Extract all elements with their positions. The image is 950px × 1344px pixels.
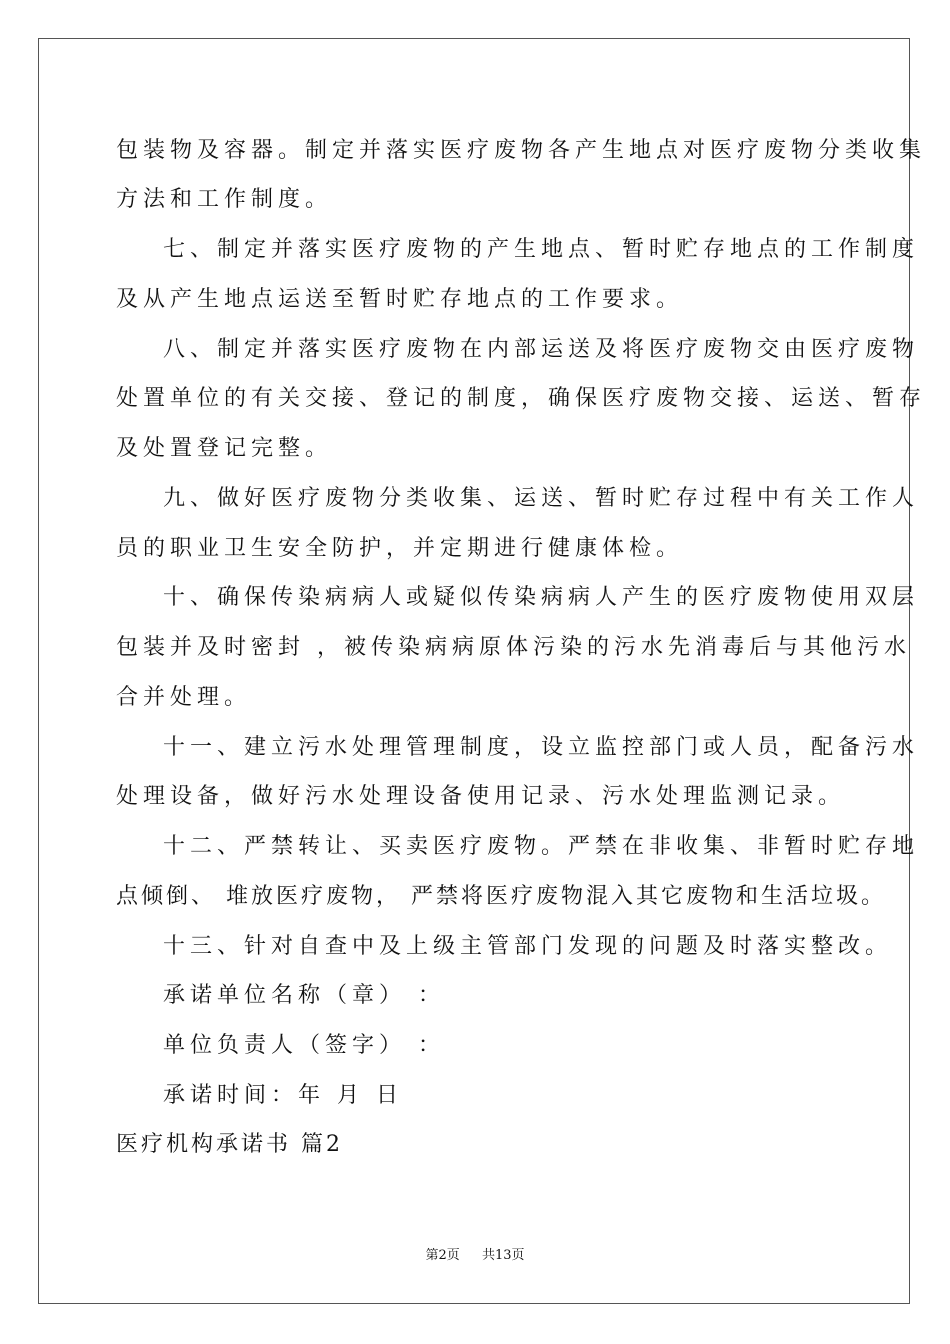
text-line: 十三、针对自查中及上级主管部门发现的问题及时落实整改。 (163, 934, 893, 959)
text-line: 十一、建立污水处理管理制度，设立监控部门或人员，配备污水 (163, 735, 920, 760)
text-line: 包装并及时密封 ，被传染病病原体污染的污水先消毒后与其他污水 (116, 635, 911, 660)
text-line: 处理设备，做好污水处理设备使用记录、污水处理监测记录。 (116, 784, 846, 809)
text-line: 方法和工作制度。 (116, 187, 333, 212)
text-line: 九、做好医疗废物分类收集、运送、暂时贮存过程中有关工作人 (163, 486, 920, 511)
text-line: 处置单位的有关交接、登记的制度，确保医疗废物交接、运送、暂存 (116, 386, 927, 411)
signature-org-name-line: 承诺单位名称（章） ： (163, 983, 445, 1008)
text-line: 十、确保传染病病人或疑似传染病病人产生的医疗废物使用双层 (163, 585, 920, 610)
page-footer (0, 1249, 950, 1262)
text-line: 十二、严禁转让、买卖医疗废物。严禁在非收集、非暂时贮存地 (163, 834, 920, 859)
text-line: 七、制定并落实医疗废物的产生地点、暂时贮存地点的工作制度 (163, 237, 920, 262)
page-number-current: 第2页 (425, 1248, 460, 1263)
page-border (38, 38, 910, 1304)
text-line: 及从产生地点运送至暂时贮存地点的工作要求。 (116, 287, 684, 312)
text-line: 包装物及容器。制定并落实医疗废物各产生地点对医疗废物分类收集 (116, 138, 927, 163)
text-line: 八、制定并落实医疗废物在内部运送及将医疗废物交由医疗废物 (163, 337, 920, 362)
text-line: 及处置登记完整。 (116, 436, 333, 461)
text-line: 点倾倒、 堆放医疗废物， 严禁将医疗废物混入其它废物和生活垃圾。 (116, 884, 886, 909)
text-line: 员的职业卫生安全防护，并定期进行健康体检。 (116, 536, 684, 561)
section-heading: 医疗机构承诺书 篇2 (116, 1132, 343, 1157)
page-number-total: 共13页 (482, 1248, 525, 1263)
signature-date-line: 承诺时间：年 月 日 (163, 1083, 403, 1108)
text-line: 合并处理。 (116, 685, 252, 710)
signature-responsible-line: 单位负责人（签字） ： (163, 1033, 445, 1058)
